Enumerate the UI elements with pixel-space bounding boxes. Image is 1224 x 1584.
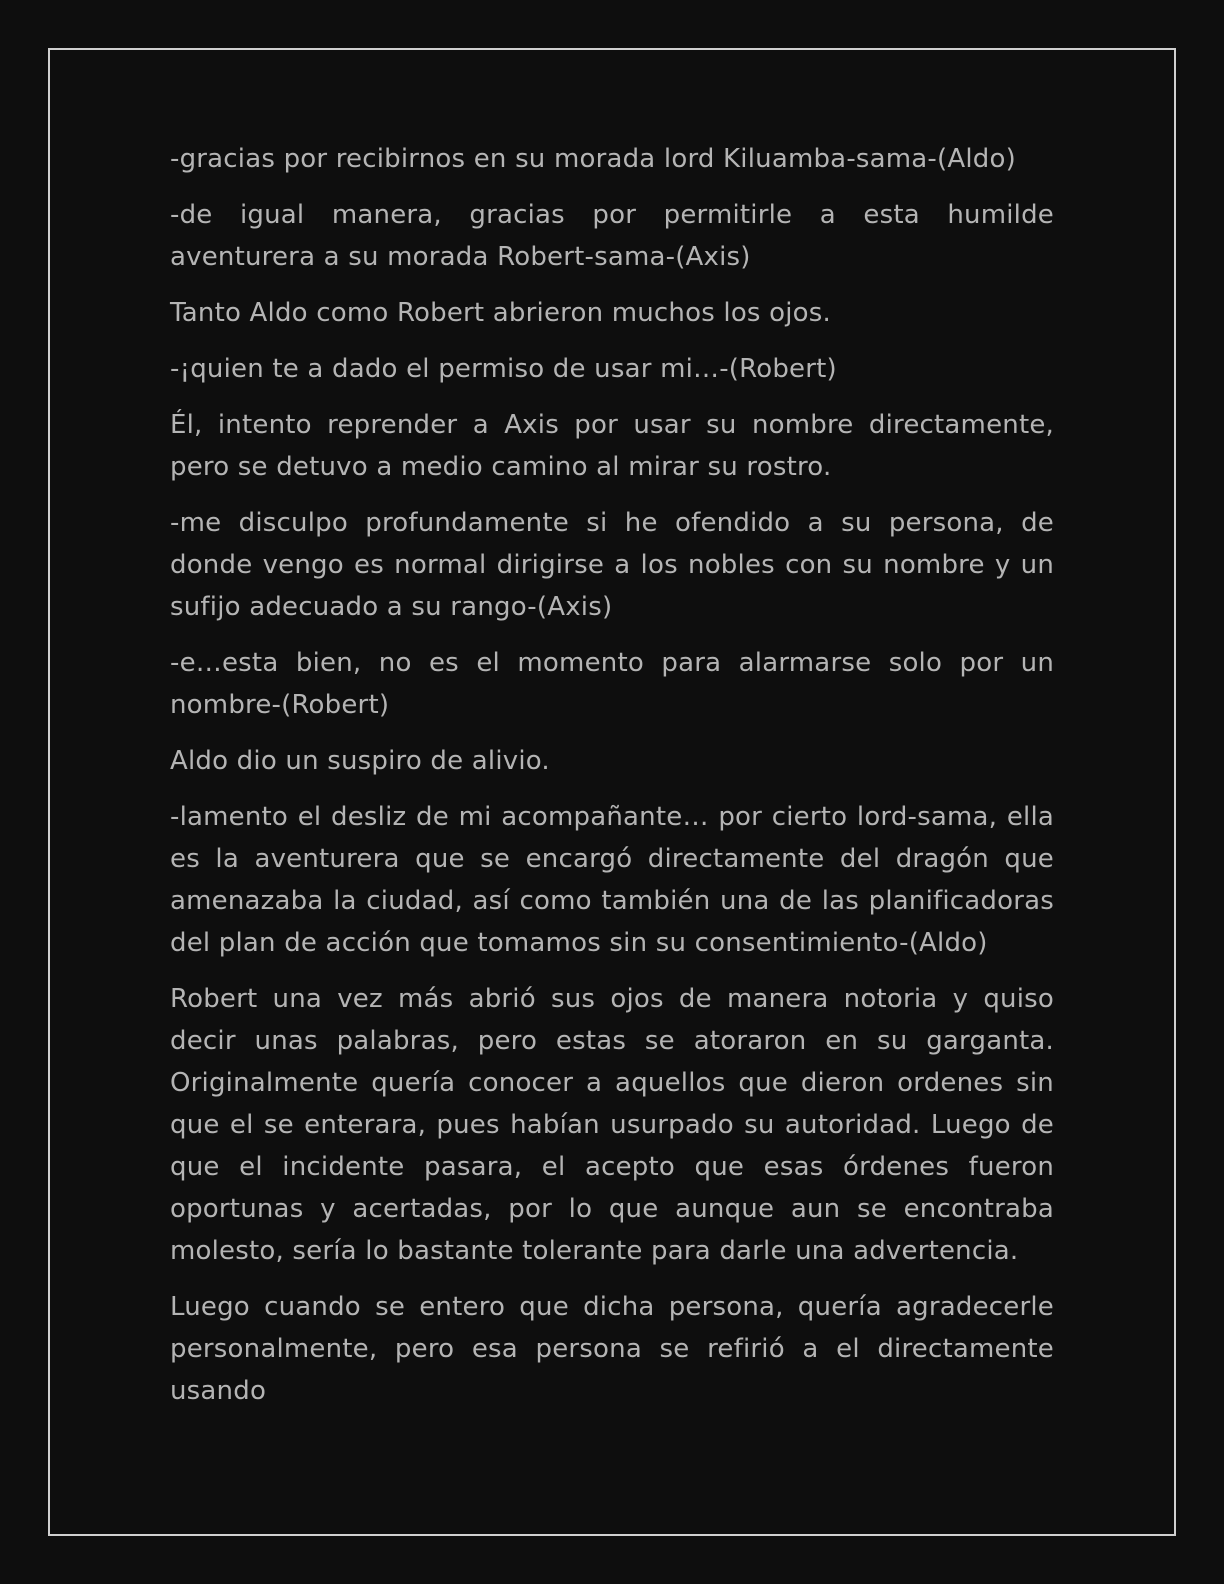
paragraph: Luego cuando se entero que dicha persona, quería agradecerle personalmente, pero esa persona se refirió a el directamente usando — [170, 1292, 1054, 1406]
paragraph: -lamento el desliz de mi acompañante… por cierto lord-sama, ella es la aventurera que se encargó directamente del dragón que amenazaba la ciudad, así como también una de las planificadoras del plan de acción que tomamos sin su consentimiento-(Aldo) — [170, 802, 1054, 958]
paragraph: Aldo dio un suspiro de alivio. — [170, 746, 550, 776]
paragraph: -me disculpo profundamente si he ofendido a su persona, de donde vengo es normal dirigirse a los nobles con su nombre y un sufijo adecuado a su rango-(Axis) — [170, 508, 1054, 622]
paragraph: Tanto Aldo como Robert abrieron muchos los ojos. — [170, 298, 831, 328]
paragraph: -e…esta bien, no es el momento para alarmarse solo por un nombre-(Robert) — [170, 648, 1054, 720]
paragraph: Él, intento reprender a Axis por usar su nombre directamente, pero se detuvo a medio camino al mirar su rostro. — [170, 410, 1054, 482]
document-body — [170, 138, 1054, 1426]
paragraph: -de igual manera, gracias por permitirle a esta humilde aventurera a su morada Robert-sama-(Axis) — [170, 200, 1054, 272]
paragraph: Robert una vez más abrió sus ojos de manera notoria y quiso decir unas palabras, pero estas se atoraron en su garganta. Originalmente quería conocer a aquellos que dieron ordenes sin que el se enterara, pues habían usurpado su autoridad. Luego de que el incidente pasara, el acepto que esas órdenes fueron oportunas y acertadas, por lo que aunque aun se encontraba molesto, sería lo bastante tolerante para darle una advertencia. — [170, 984, 1054, 1266]
paragraph: -gracias por recibirnos en su morada lord Kiluamba-sama-(Aldo) — [170, 144, 1016, 174]
paragraph: -¡quien te a dado el permiso de usar mi…-(Robert) — [170, 354, 837, 384]
